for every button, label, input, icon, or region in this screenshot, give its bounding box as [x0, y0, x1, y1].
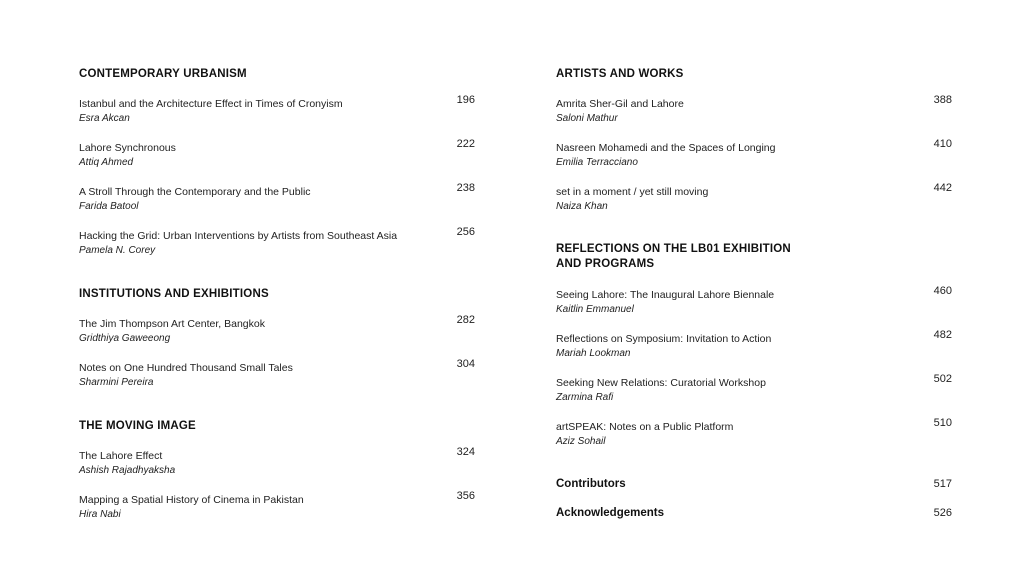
- entry-title: Lahore Synchronous: [79, 142, 176, 154]
- toc-entry[interactable]: [556, 285, 952, 317]
- toc-entry[interactable]: [79, 226, 475, 258]
- entry-title: Reflections on Symposium: Invitation to Action: [556, 333, 772, 345]
- entry-author: Aziz Sohail: [556, 436, 606, 447]
- section-title-artists-and-works: ARTISTS AND WORKS: [556, 68, 684, 80]
- entry-page-number: 482: [933, 329, 952, 341]
- entry-page-number: 517: [933, 478, 952, 490]
- entry-title: set in a moment / yet still moving: [556, 186, 709, 198]
- entry-author: Sharmini Pereira: [79, 377, 154, 388]
- toc-entry[interactable]: [79, 446, 475, 478]
- entry-page-number: 460: [933, 285, 952, 297]
- entry-title: Acknowledgements: [556, 507, 664, 519]
- entry-page-number: 442: [933, 182, 952, 194]
- entry-page-number: 502: [933, 373, 952, 385]
- toc-entry[interactable]: [556, 329, 952, 361]
- entry-author: Farida Batool: [79, 201, 139, 212]
- entry-title: Hacking the Grid: Urban Interventions by Artists from Southeast Asia: [79, 230, 398, 242]
- entry-author: Pamela N. Corey: [79, 245, 156, 256]
- entry-author: Esra Akcan: [79, 113, 130, 124]
- toc-entry[interactable]: [79, 94, 475, 126]
- entry-page-number: 388: [933, 94, 952, 106]
- entry-page-number: 282: [456, 314, 475, 326]
- entry-title: Contributors: [556, 478, 626, 490]
- entry-title: A Stroll Through the Contemporary and the Public: [79, 186, 311, 198]
- entry-title: The Lahore Effect: [79, 450, 163, 462]
- entry-title: artSPEAK: Notes on a Public Platform: [556, 421, 734, 433]
- section-title-institutions-and-exhibitions: INSTITUTIONS AND EXHIBITIONS: [79, 288, 269, 300]
- toc-entry-acknowledgements[interactable]: [556, 506, 952, 521]
- section-title-line: AND PROGRAMS: [556, 258, 655, 270]
- entry-title: Istanbul and the Architecture Effect in Times of Cronyism: [79, 98, 343, 110]
- entry-page-number: 410: [933, 138, 952, 150]
- entry-page-number: 222: [456, 138, 475, 150]
- toc-entry-contributors[interactable]: [556, 477, 952, 492]
- entry-page-number: 238: [456, 182, 475, 194]
- toc-entry[interactable]: [556, 182, 952, 214]
- entry-page-number: 304: [456, 358, 475, 370]
- entry-page-number: 256: [456, 226, 475, 238]
- entry-title: Seeking New Relations: Curatorial Workshop: [556, 377, 766, 389]
- toc-entry[interactable]: [79, 314, 475, 346]
- toc-entry[interactable]: [79, 358, 475, 390]
- toc-entry[interactable]: [556, 138, 952, 170]
- entry-author: Naiza Khan: [556, 201, 608, 212]
- entry-title: Amrita Sher-Gil and Lahore: [556, 98, 684, 110]
- toc-entry[interactable]: [79, 138, 475, 170]
- entry-title: Seeing Lahore: The Inaugural Lahore Biennale: [556, 289, 775, 301]
- toc-entry[interactable]: [556, 417, 952, 449]
- entry-author: Mariah Lookman: [556, 348, 631, 359]
- entry-author: Hira Nabi: [79, 509, 121, 520]
- entry-page-number: 510: [933, 417, 952, 429]
- entry-title: Mapping a Spatial History of Cinema in Pakistan: [79, 494, 304, 506]
- entry-title: The Jim Thompson Art Center, Bangkok: [79, 318, 265, 330]
- entry-author: Gridthiya Gaweeong: [79, 333, 171, 344]
- entry-title: Nasreen Mohamedi and the Spaces of Longing: [556, 142, 776, 154]
- toc-entry[interactable]: [79, 182, 475, 214]
- entry-page-number: 196: [456, 94, 475, 106]
- entry-author: Saloni Mathur: [556, 113, 618, 124]
- entry-author: Emilia Terracciano: [556, 157, 638, 168]
- entry-page-number: 356: [456, 490, 475, 502]
- section-title-line: REFLECTIONS ON THE LB01 EXHIBITION: [556, 243, 791, 255]
- toc-entry[interactable]: [556, 373, 952, 405]
- section-title-contemporary-urbanism: CONTEMPORARY URBANISM: [79, 68, 247, 80]
- entry-author: Ashish Rajadhyaksha: [79, 465, 176, 476]
- section-title-reflections: [556, 242, 791, 272]
- entry-author: Kaitlin Emmanuel: [556, 304, 634, 315]
- toc-entry[interactable]: [556, 94, 952, 126]
- entry-page-number: 526: [933, 507, 952, 519]
- toc-entry[interactable]: [79, 490, 475, 522]
- entry-author: Zarmina Rafi: [556, 392, 614, 403]
- entry-author: Attiq Ahmed: [79, 157, 134, 168]
- entry-title: Notes on One Hundred Thousand Small Tales: [79, 362, 293, 374]
- entry-page-number: 324: [456, 446, 475, 458]
- section-title-the-moving-image: THE MOVING IMAGE: [79, 420, 196, 432]
